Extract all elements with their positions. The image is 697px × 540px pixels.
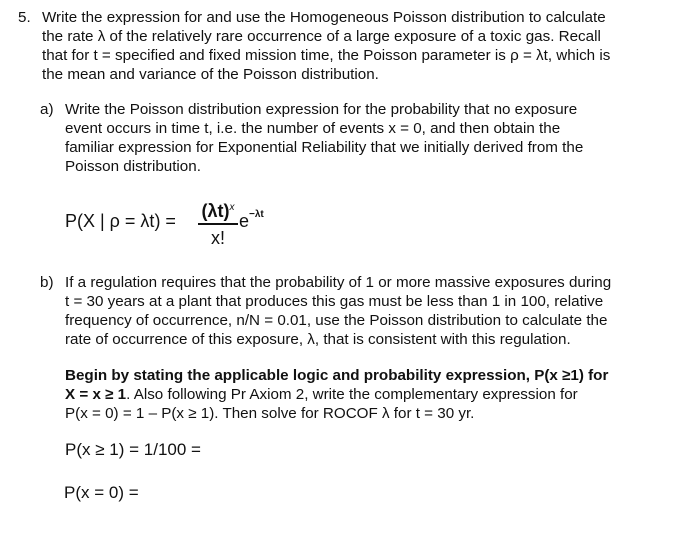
- part-b-instructions: [65, 366, 608, 423]
- text-line: If a regulation requires that the probability of 1 or more massive exposures during: [65, 274, 612, 291]
- instruction-line: Begin by stating the applicable logic and probability expression, P(x ≥1) for: [65, 367, 609, 384]
- text-line: Write the Poisson distribution expression for the probability that no exposure: [65, 101, 578, 118]
- poisson-formula: [65, 197, 365, 257]
- part-b-text: [65, 273, 611, 349]
- equation-p-at-least-one: P(x ≥ 1) = 1/100 =: [65, 440, 201, 459]
- text-line: familiar expression for Exponential Reliability that we initially derived from the: [65, 139, 584, 156]
- text-line: rate of occurrence of this exposure, λ, that is consistent with this regulation.: [65, 331, 571, 348]
- equation-p-zero: P(x = 0) =: [64, 483, 139, 502]
- part-a-text: [65, 100, 583, 176]
- instruction-line: P(x = 0) = 1 – P(x ≥ 1). Then solve for ROCOF λ for t = 30 yr.: [65, 405, 475, 422]
- text-line: Write the expression for and use the Homogeneous Poisson distribution to calculate: [42, 9, 606, 26]
- text-line: that for t = specified and fixed mission time, the Poisson parameter is ρ = λt, which is: [42, 47, 611, 64]
- text-line: event occurs in time t, i.e. the number of events x = 0, and then obtain the: [65, 120, 561, 137]
- part-label: b): [40, 274, 54, 291]
- formula-numerator: $(\lambda t)^x$: [201, 201, 235, 221]
- question-5-text: [42, 8, 610, 84]
- text-line: frequency of occurrence, n/N = 0.01, use the Poisson distribution to calculate the: [65, 312, 608, 329]
- text-line: Poisson distribution.: [65, 158, 201, 175]
- formula-denominator: x!: [210, 227, 225, 248]
- formula-exponential: $e^{-\lambda t}$: [239, 209, 264, 231]
- part-label: a): [40, 101, 54, 118]
- formula-lhs: P(X | ρ = λt) =: [65, 211, 176, 231]
- formula-fraction: [198, 197, 238, 249]
- fraction-bar: [198, 223, 238, 225]
- instruction-line: X = x ≥ 1. Also following Pr Axiom 2, write the complementary expression for: [65, 386, 578, 403]
- question-number: 5.: [18, 9, 31, 26]
- text-line: the mean and variance of the Poisson distribution.: [42, 66, 379, 83]
- text-line: the rate λ of the relatively rare occurrence of a large exposure of a toxic gas. Recall: [42, 28, 601, 45]
- text-line: t = 30 years at a plant that produces this gas must be less than 1 in 100, relative: [65, 293, 604, 310]
